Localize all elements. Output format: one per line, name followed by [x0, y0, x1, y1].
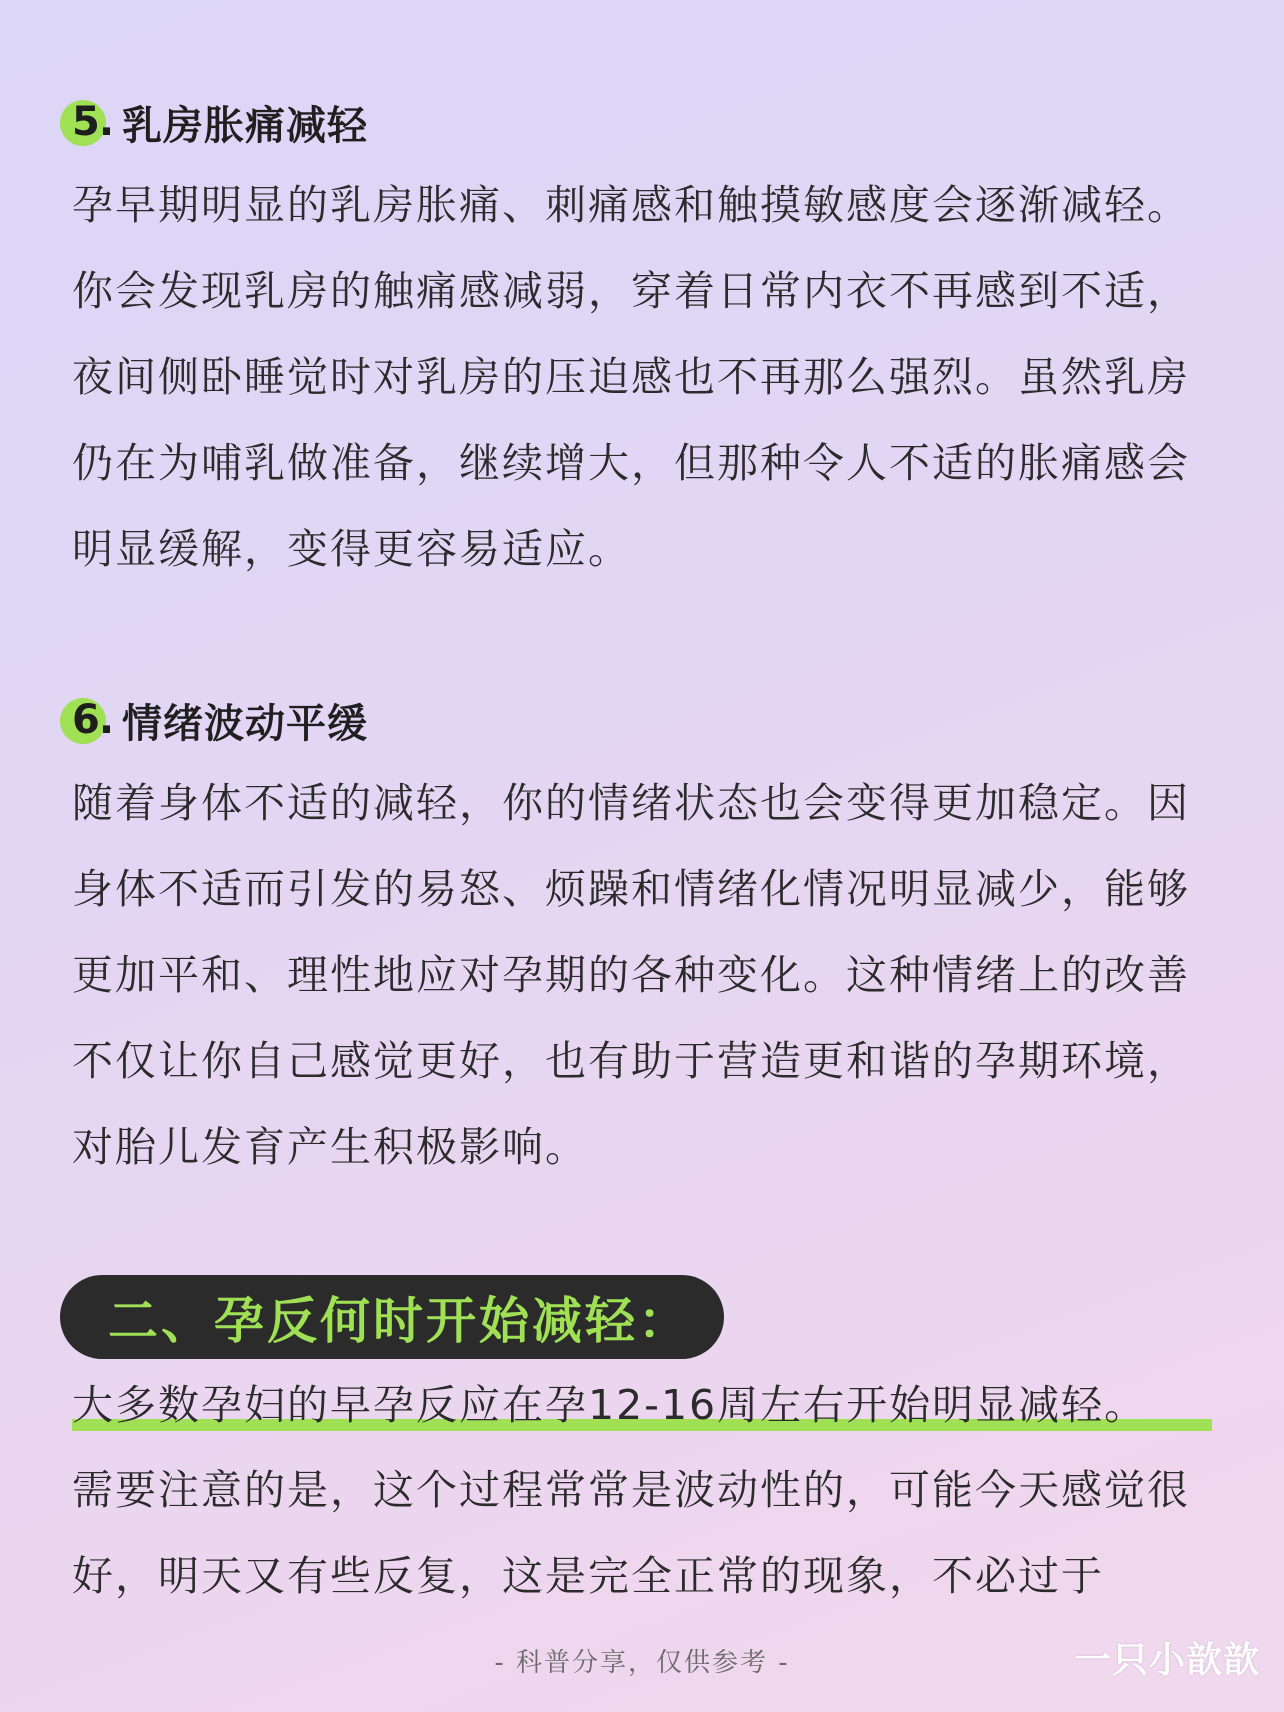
part-2-body: 需要注意的是，这个过程常常是波动性的，可能今天感觉很好，明天又有些反复，这是完全正常的现象，不必过于	[72, 1466, 1190, 1600]
section-6-body: 随着身体不适的减轻，你的情绪状态也会变得更加稳定。因身体不适而引发的易怒、烦躁和情绪化情况明显减少，能够更加平和、理性地应对孕期的各种变化。这种情绪上的改善不仅让你自己感觉更好，也有助于营造更和谐的孕期环境，对胎儿发育产生积极影响。	[72, 779, 1190, 1171]
section-6-heading	[58, 690, 368, 750]
number-badge	[58, 96, 114, 148]
part-heading-pill	[60, 1275, 724, 1359]
section-5-heading	[58, 92, 368, 152]
section-5-body: 孕早期明显的乳房胀痛、刺痛感和触摸敏感度会逐渐减轻。你会发现乳房的触痛感减弱，穿着日常内衣不再感到不适，夜间侧卧睡觉时对乳房的压迫感也不再那么强烈。虽然乳房仍在为哺乳做准备，继续增大，但那种令人不适的胀痛感会明显缓解，变得更容易适应。	[72, 181, 1190, 573]
section-title: 情绪波动平缓	[122, 700, 368, 747]
footer-note: - 科普分享，仅供参考 -	[494, 1648, 790, 1678]
author-watermark: 一只小歆歆	[1074, 1640, 1260, 1681]
section-number: 6.	[72, 697, 114, 743]
number-badge	[58, 694, 114, 746]
section-number: 5.	[72, 99, 114, 145]
highlight-sentence: 大多数孕妇的早孕反应在孕12-16周左右开始明显减轻。	[72, 1381, 1148, 1429]
section-title: 乳房胀痛减轻	[122, 102, 368, 149]
part-heading: 二、孕反何时开始减轻：	[108, 1292, 691, 1350]
